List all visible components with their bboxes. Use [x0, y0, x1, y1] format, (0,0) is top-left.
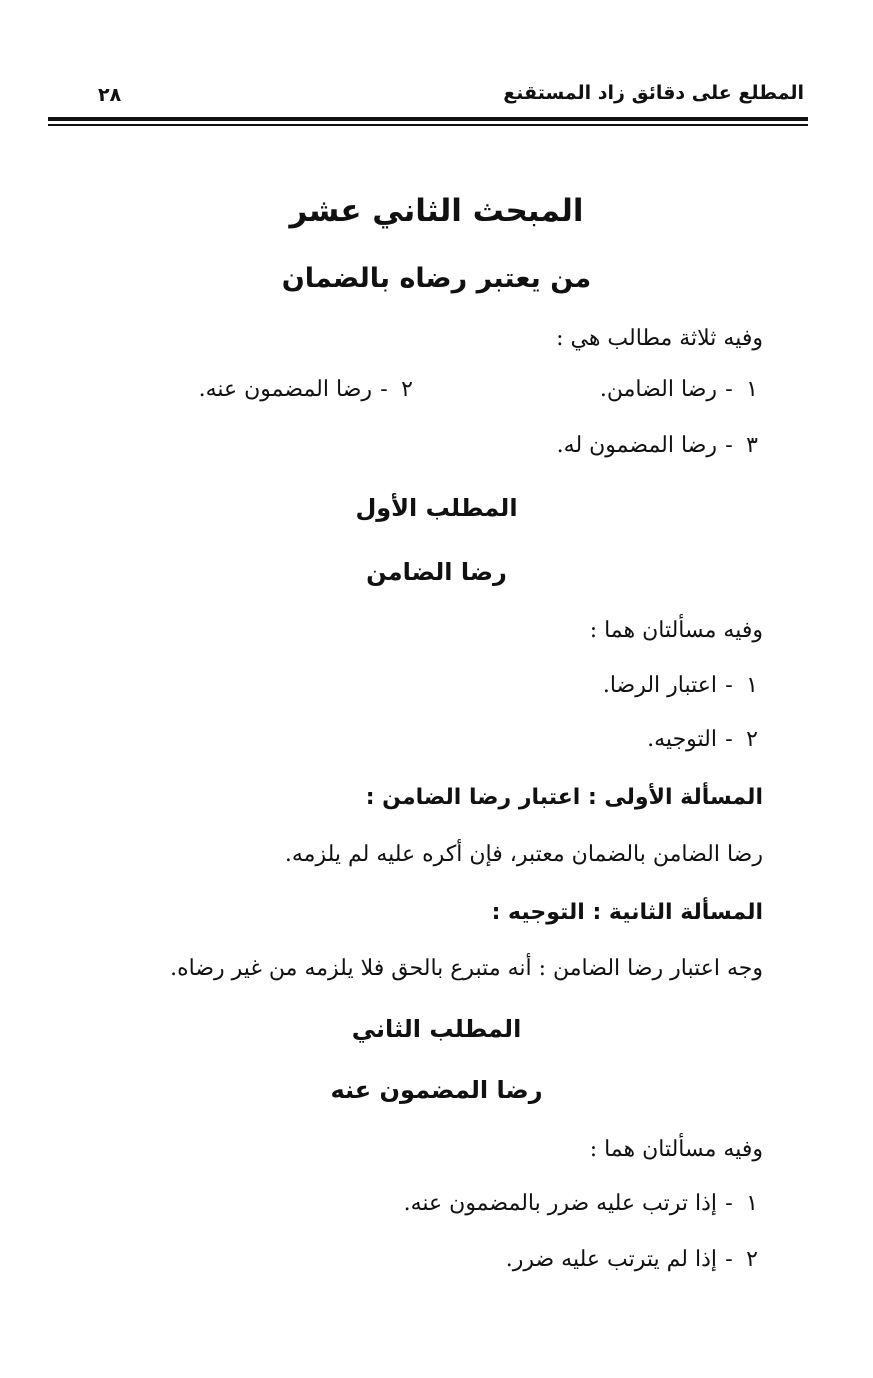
list-item: [603, 673, 763, 698]
list-item: [600, 377, 763, 402]
item-number: ٢: [746, 1247, 758, 1272]
item-text: إذا ترتب عليه ضرر بالمضمون عنه.: [403, 1191, 717, 1216]
question2-text: وجه اعتبار رضا الضامن : أنه متبرع بالحق فلا يلزمه من غير رضاه.: [170, 956, 763, 981]
item-dash: -: [725, 1191, 733, 1216]
page-number: ٢٨: [98, 84, 122, 106]
item-number: ٢: [401, 377, 413, 402]
item-text: رضا المضمون له.: [556, 433, 717, 458]
item-dash: -: [725, 673, 733, 698]
chapter-list-row: [73, 377, 763, 411]
list-item: [404, 1191, 763, 1216]
header-rule-thick: [48, 117, 808, 121]
section2-title: المطلب الثاني: [351, 1015, 522, 1043]
list-item: [199, 377, 418, 402]
question1-heading: المسألة الأولى : اعتبار رضا الضامن :: [365, 785, 763, 810]
list-item: [557, 433, 763, 458]
section1-title: المطلب الأول: [355, 494, 518, 522]
section2-intro: وفيه مسألتان هما :: [589, 1137, 763, 1162]
item-number: ٢: [746, 727, 758, 752]
header-rule-thin: [48, 124, 808, 126]
chapter-title: المبحث الثاني عشر: [289, 193, 584, 229]
question1-text: رضا الضامن بالضمان معتبر، فإن أكره عليه لم يلزمه.: [284, 842, 763, 867]
running-header: [50, 82, 808, 112]
question2-heading: المسألة الثانية : التوجيه :: [491, 900, 763, 925]
book-title: المطلع على دقائق زاد المستقنع: [503, 82, 804, 104]
section1-intro: وفيه مسألتان هما :: [589, 618, 763, 643]
section2-subtitle: رضا المضمون عنه: [330, 1076, 543, 1104]
item-number: ١: [746, 377, 758, 402]
list-item: [647, 727, 763, 752]
section1-subtitle: رضا الضامن: [366, 558, 507, 586]
item-number: ١: [746, 673, 758, 698]
item-dash: -: [725, 377, 733, 402]
chapter-subtitle: من يعتبر رضاه بالضمان: [281, 263, 592, 294]
item-text: التوجيه.: [647, 727, 717, 752]
item-dash: -: [725, 1247, 733, 1272]
item-text: إذا لم يترتب عليه ضرر.: [505, 1247, 717, 1272]
item-text: رضا الضامن.: [599, 377, 717, 402]
item-dash: -: [725, 727, 733, 752]
item-number: ١: [746, 1191, 758, 1216]
item-number: ٣: [746, 433, 758, 458]
item-text: رضا المضمون عنه.: [198, 377, 372, 402]
item-text: اعتبار الرضا.: [602, 673, 717, 698]
chapter-intro: وفيه ثلاثة مطالب هي :: [556, 326, 763, 351]
list-item: [506, 1247, 763, 1272]
item-dash: -: [725, 433, 733, 458]
item-dash: -: [380, 377, 388, 402]
